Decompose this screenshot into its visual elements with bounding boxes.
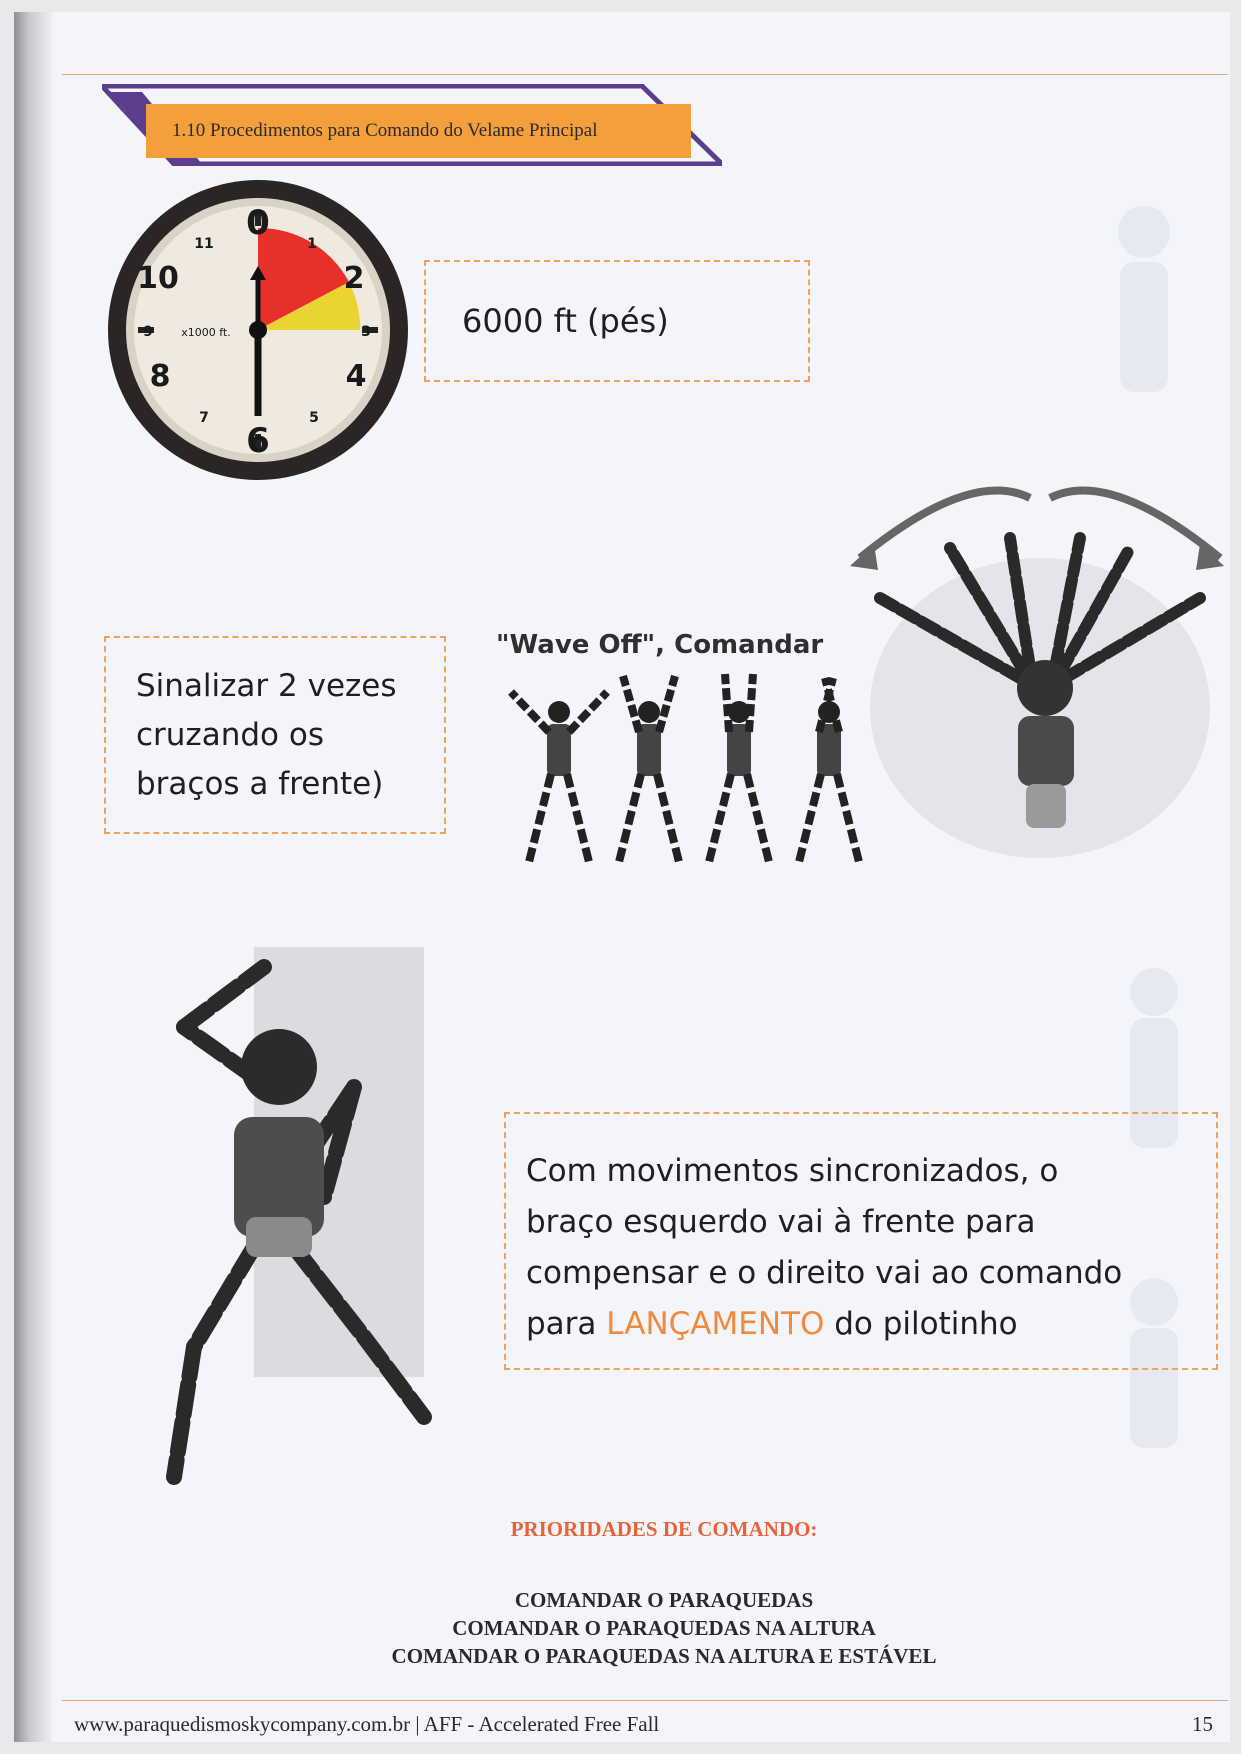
altimeter-icon: [104, 176, 412, 484]
wave-off-title: "Wave Off", Comandar: [496, 630, 824, 660]
priority-item: COMANDAR O PARAQUEDAS NA ALTURA: [452, 1616, 876, 1640]
sync-line: braço esquerdo vai à frente para: [526, 1204, 1036, 1240]
dial-6: 6: [246, 421, 270, 461]
bottom-rule: [62, 1700, 1228, 1701]
synchronized-movement-box: [504, 1112, 1218, 1370]
altitude-box: 6000 ft (pés): [424, 260, 810, 382]
dial-4: 4: [345, 359, 367, 394]
sync-line: Com movimentos sincronizados, o: [526, 1153, 1059, 1189]
section-title: 1.10 Procedimentos para Comando do Velame Principal: [146, 104, 691, 158]
page-number: 15: [1192, 1712, 1213, 1736]
unit-label: x1000 ft.: [181, 326, 231, 339]
dial-8: 8: [149, 359, 171, 394]
document-page: [14, 12, 1230, 1742]
dial-10: 10: [137, 261, 179, 296]
dial-7: 7: [199, 410, 209, 426]
dial-9: 9: [143, 324, 153, 340]
top-rule: [62, 74, 1228, 75]
signal-line: cruzando os: [136, 717, 324, 753]
sync-line: compensar e o direito vai ao comando: [526, 1255, 1123, 1291]
dial-5: 5: [309, 410, 319, 426]
signal-line: braços a frente): [136, 766, 384, 802]
dial-0: 0: [246, 203, 270, 243]
footer-site: www.paraquedismoskycompany.com.br | AFF - Accelerated Free Fall: [74, 1712, 660, 1736]
wave-off-figures-illustration: [504, 672, 884, 882]
priority-item: COMANDAR O PARAQUEDAS NA ALTURA E ESTÁVEL: [391, 1644, 937, 1668]
sync-line: [526, 1299, 1216, 1350]
pilot-chute-pull-illustration: [134, 947, 464, 1507]
priority-item: COMANDAR O PARAQUEDAS: [514, 1588, 814, 1612]
signal-instruction-box: [104, 636, 446, 834]
sync-text: do pilotinho: [824, 1306, 1018, 1342]
dial-1: 1: [307, 236, 317, 252]
signal-line: Sinalizar 2 vezes: [136, 668, 397, 704]
launch-highlight: LANÇAMENTO: [606, 1306, 825, 1342]
sync-text: para: [526, 1306, 607, 1342]
dial-3: 3: [361, 324, 371, 340]
binding-spine: [14, 12, 52, 1742]
arm-sweep-illustration: [840, 478, 1230, 868]
dial-2: 2: [343, 261, 365, 296]
priorities-title: PRIORIDADES DE COMANDO:: [510, 1517, 818, 1541]
dial-11: 11: [194, 236, 214, 252]
